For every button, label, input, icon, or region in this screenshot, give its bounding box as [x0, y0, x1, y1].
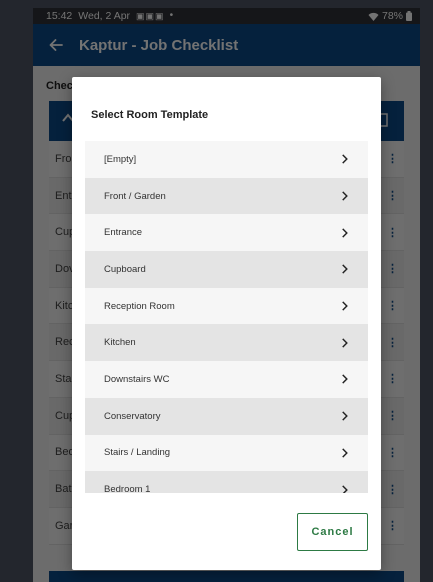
- chevron-right-icon: [340, 338, 350, 348]
- list-item-label: Stairs / Landing: [104, 447, 171, 459]
- list-item[interactable]: [85, 178, 368, 215]
- room-template-list[interactable]: [85, 141, 368, 493]
- chevron-right-icon: [340, 228, 350, 238]
- chevron-right-icon: [340, 411, 350, 421]
- list-item[interactable]: [85, 141, 368, 178]
- chevron-right-icon: [340, 301, 350, 311]
- list-item-label: [Empty]: [104, 153, 137, 165]
- list-item-label: Front / Garden: [104, 190, 166, 202]
- list-item[interactable]: [85, 398, 368, 435]
- list-item[interactable]: [85, 471, 368, 493]
- chevron-right-icon: [340, 374, 350, 384]
- list-item-label: Entrance: [104, 227, 143, 239]
- list-item[interactable]: [85, 288, 368, 325]
- chevron-right-icon: [340, 154, 350, 164]
- list-item-label: Downstairs WC: [104, 373, 170, 385]
- select-room-template-dialog: [72, 77, 381, 570]
- chevron-right-icon: [340, 485, 350, 493]
- list-item[interactable]: [85, 361, 368, 398]
- dialog-title: Select Room Template: [91, 109, 209, 121]
- list-item-label: Bedroom 1: [104, 484, 151, 493]
- list-item-label: Kitchen: [104, 337, 136, 349]
- chevron-right-icon: [340, 191, 350, 201]
- list-item[interactable]: [85, 214, 368, 251]
- list-item-label: Cupboard: [104, 263, 146, 275]
- list-item-label: Conservatory: [104, 410, 161, 422]
- list-item[interactable]: [85, 435, 368, 472]
- cancel-button[interactable]: Cancel: [297, 513, 368, 551]
- chevron-right-icon: [340, 264, 350, 274]
- list-item[interactable]: [85, 251, 368, 288]
- list-item[interactable]: [85, 324, 368, 361]
- chevron-right-icon: [340, 448, 350, 458]
- list-item-label: Reception Room: [104, 300, 175, 312]
